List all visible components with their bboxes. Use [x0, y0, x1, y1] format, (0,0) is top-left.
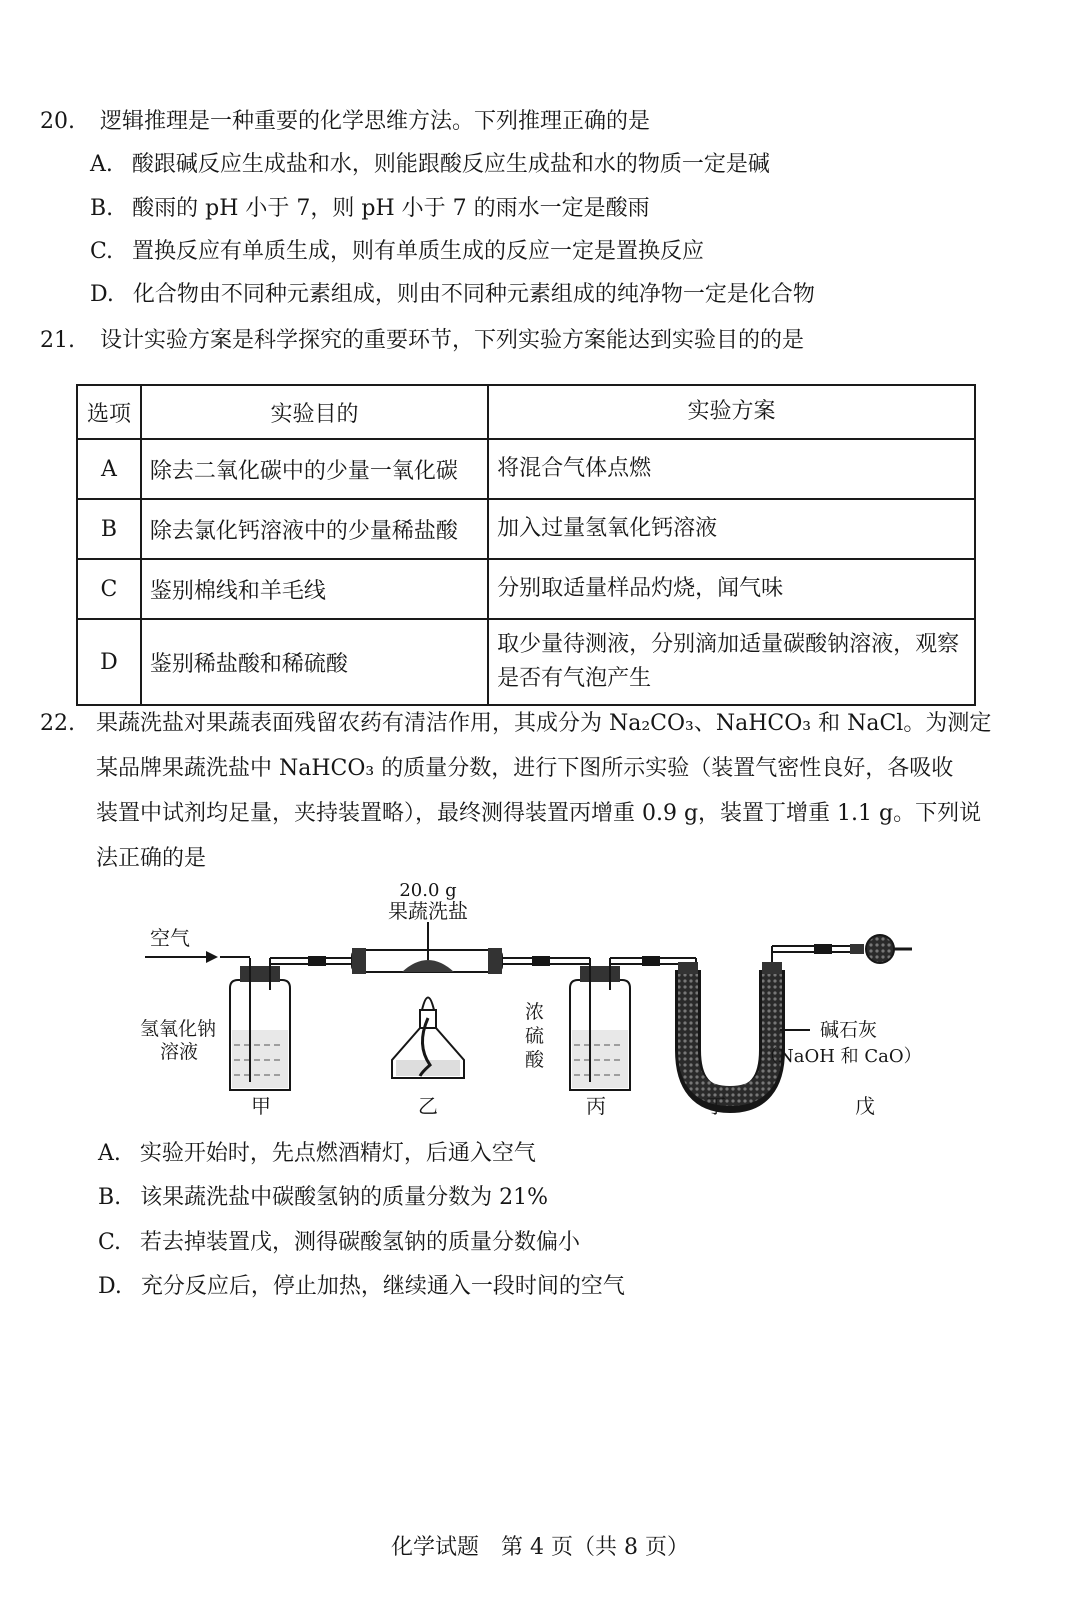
table-header-row [77, 385, 975, 439]
table-cell: 取少量待测液，分别滴加适量碳酸钠溶液，观察是否有气泡产生 [488, 619, 975, 705]
table-cell: A [77, 439, 141, 499]
option-text: 酸雨的 pH 小于 7，则 pH 小于 7 的雨水一定是酸雨 [132, 196, 650, 221]
q22-number: 22. [40, 711, 75, 736]
page-footer: 化学试题 第 4 页（共 8 页） [391, 1535, 689, 1560]
air-arrowhead [206, 951, 218, 963]
table-header: 选项 [77, 385, 141, 439]
lime-formula: （NaOH 和 CaO） [760, 1046, 922, 1067]
q22-option-a [98, 1139, 536, 1169]
naoh-label-1: 氢氧化钠 [140, 1018, 217, 1040]
option-text: 该果蔬洗盐中碳酸氢钠的质量分数为 21% [140, 1185, 549, 1210]
rubber-joint [532, 956, 550, 966]
q20-option-c [90, 237, 704, 267]
option-label: A. [98, 1141, 121, 1166]
option-label: C. [98, 1230, 122, 1255]
table-cell: 除去氯化钙溶液中的少量稀盐酸 [141, 499, 488, 559]
q22-option-c [98, 1228, 580, 1258]
table-cell: 鉴别棉线和羊毛线 [141, 559, 488, 619]
acid-label-1: 浓 [525, 1001, 545, 1023]
table-row [77, 559, 975, 619]
option-text: 若去掉装置戊，测得碳酸氢钠的质量分数偏小 [140, 1230, 581, 1255]
drying-tube-wu [850, 935, 912, 963]
experiment-table [76, 384, 976, 706]
q20-option-d [90, 280, 815, 310]
q21-stem-line [40, 326, 804, 356]
rubber-joint [814, 944, 832, 954]
acid-label-2: 硫 [525, 1025, 545, 1047]
option-label: D. [90, 282, 114, 307]
apparatus-diagram [130, 880, 930, 1140]
option-text: 酸跟碱反应生成盐和水，则能跟酸反应生成盐和水的物质一定是碱 [131, 152, 770, 177]
table-cell: 分别取适量样品灼烧，闻气味 [488, 559, 975, 619]
lime-label: 碱石灰 [820, 1019, 878, 1041]
u-tube-ding [678, 946, 782, 1100]
q22-stem-line-3: 装置中试剂均足量，夹持装置略），最终测得装置丙增重 0.9 g，装置丁增重 1.1 g。下列说 [96, 801, 982, 826]
bottle-jia [220, 957, 290, 1090]
sample-mass-label: 20.0 g [399, 880, 457, 901]
table-row [77, 619, 975, 705]
option-label: B. [98, 1185, 122, 1210]
q20-option-a [90, 150, 770, 180]
q22-option-d [98, 1272, 625, 1302]
option-text: 充分反应后，停止加热，继续通入一段时间的空气 [140, 1274, 625, 1299]
table-cell: 将混合气体点燃 [488, 439, 975, 499]
table-cell: 加入过量氢氧化钙溶液 [488, 499, 975, 559]
bottle-bing [570, 958, 630, 1090]
table-header: 实验目的 [141, 385, 488, 439]
name-ding: 丁 [706, 1094, 726, 1118]
name-wu: 戊 [855, 1094, 875, 1118]
option-label: B. [90, 196, 114, 221]
option-text: 置换反应有单质生成，则有单质生成的反应一定是置换反应 [132, 239, 705, 264]
naoh-label-2: 溶液 [160, 1041, 199, 1063]
option-text: 化合物由不同种元素组成，则由不同种元素组成的纯净物一定是化合物 [132, 282, 815, 307]
q21-number: 21. [40, 328, 75, 353]
table-cell: C [77, 559, 141, 619]
q20-stem-line [40, 107, 650, 137]
air-label: 空气 [150, 926, 190, 950]
option-label: A. [90, 152, 113, 177]
q20-number: 20. [40, 109, 75, 134]
q20-stem: 逻辑推理是一种重要的化学思维方法。下列推理正确的是 [100, 109, 651, 134]
q22-stem-line-1: 果蔬洗盐对果蔬表面残留农药有清洁作用，其成分为 Na₂CO₃、NaHCO₃ 和 NaCl。为测定 [96, 711, 992, 736]
table-cell: B [77, 499, 141, 559]
acid-label-3: 酸 [525, 1049, 545, 1071]
table-header: 实验方案 [488, 385, 975, 439]
q20-option-b [90, 194, 650, 224]
option-label: D. [98, 1274, 122, 1299]
table-row [77, 439, 975, 499]
name-jia: 甲 [251, 1094, 271, 1118]
table-row [77, 499, 975, 559]
rubber-joint [308, 956, 326, 966]
name-yi: 乙 [418, 1094, 438, 1118]
q21-stem: 设计实验方案是科学探究的重要环节，下列实验方案能达到实验目的的是 [100, 328, 805, 353]
table-cell: 除去二氧化碳中的少量一氧化碳 [141, 439, 488, 499]
q22-option-b [98, 1183, 548, 1213]
q22-stem-line-4: 法正确的是 [96, 846, 207, 871]
table-cell: 鉴别稀盐酸和稀硫酸 [141, 619, 488, 705]
option-label: C. [90, 239, 114, 264]
option-text: 实验开始时，先点燃酒精灯，后通入空气 [139, 1141, 536, 1166]
q22-stem-line-2: 某品牌果蔬洗盐中 NaHCO₃ 的质量分数，进行下图所示实验（装置气密性良好，各吸收 [96, 756, 954, 781]
rubber-joint [642, 956, 660, 966]
alcohol-lamp [392, 998, 464, 1079]
table-cell: D [77, 619, 141, 705]
name-bing: 丙 [586, 1094, 606, 1118]
sample-label: 果蔬洗盐 [388, 899, 468, 923]
